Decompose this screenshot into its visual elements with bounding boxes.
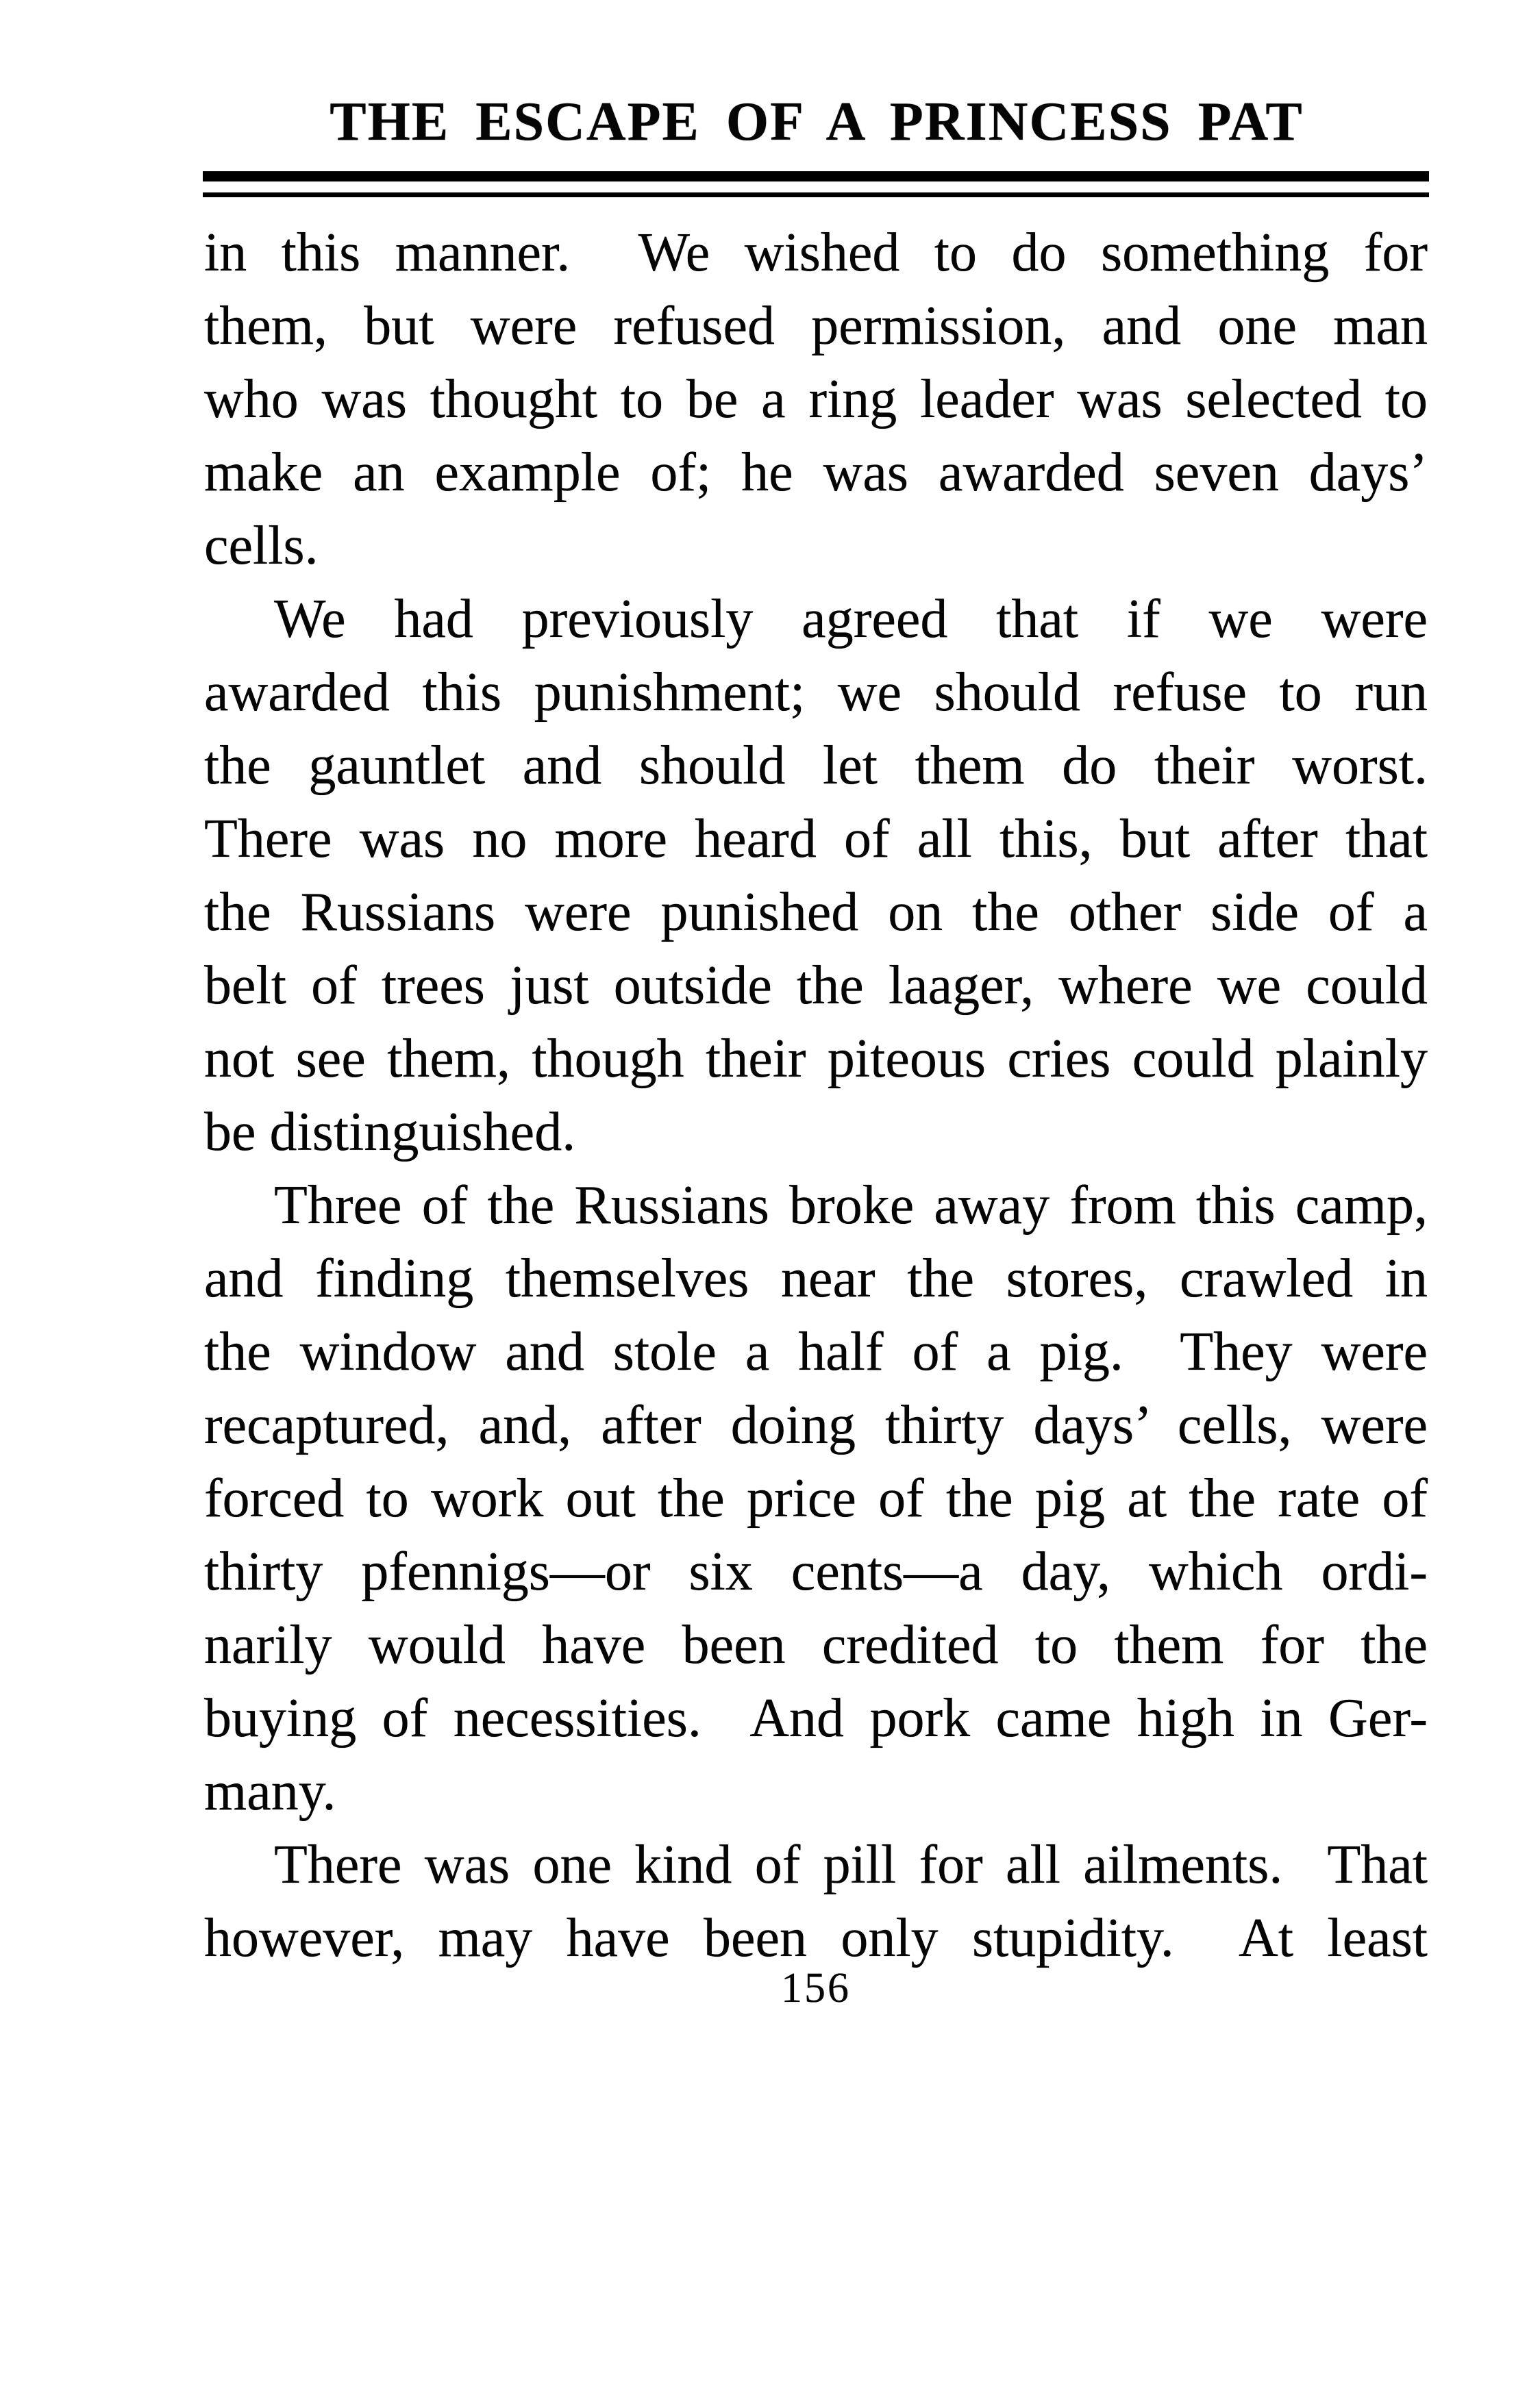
- text-line: and finding themselves near the stores, crawled in: [204, 1249, 1428, 1309]
- text-line: the window and stole a half of a pig. They were: [204, 1322, 1428, 1382]
- text-line: be distinguished.: [204, 1102, 576, 1162]
- text-line: Three of the Russians broke away from this camp,: [274, 1175, 1428, 1236]
- page-number: 156: [781, 1965, 851, 2011]
- header-rule-thin: [203, 192, 1429, 197]
- text-line: forced to work out the price of the pig at the rate of: [204, 1468, 1428, 1529]
- text-line: not see them, though their piteous cries could plainly: [204, 1029, 1428, 1089]
- text-line: make an example of; he was awarded seven days’: [204, 442, 1428, 503]
- text-line: cells.: [204, 516, 319, 576]
- text-line: the Russians were punished on the other side of a: [204, 882, 1428, 942]
- text-line: however, may have been only stupidity. At least: [204, 1908, 1428, 1968]
- page-body: [204, 216, 1428, 1975]
- text-line: We had previously agreed that if we were: [274, 589, 1428, 649]
- text-line: narily would have been credited to them for the: [204, 1615, 1428, 1675]
- text-line: belt of trees just outside the laager, where we could: [204, 955, 1428, 1016]
- text-line: buying of necessities. And pork came high in Ger-: [204, 1688, 1428, 1748]
- text-line: them, but were refused permission, and one man: [204, 296, 1428, 356]
- text-line: many.: [204, 1761, 336, 1822]
- running-head-title: THE ESCAPE OF A PRINCESS PAT: [330, 92, 1304, 152]
- text-line: awarded this punishment; we should refuse to run: [204, 662, 1428, 723]
- text-line: in this manner. We wished to do something for: [204, 223, 1428, 283]
- text-line: There was no more heard of all this, but after that: [204, 809, 1428, 869]
- text-line: who was thought to be a ring leader was selected to: [204, 369, 1428, 429]
- text-line: thirty pfennigs—or six cents—a day, which ordi-: [204, 1542, 1428, 1602]
- header-rule-thick: [203, 171, 1429, 181]
- text-line: recaptured, and, after doing thirty days’ cells, were: [204, 1395, 1428, 1455]
- text-line: There was one kind of pill for all ailments. That: [274, 1835, 1428, 1895]
- text-line: the gauntlet and should let them do their worst.: [204, 736, 1428, 796]
